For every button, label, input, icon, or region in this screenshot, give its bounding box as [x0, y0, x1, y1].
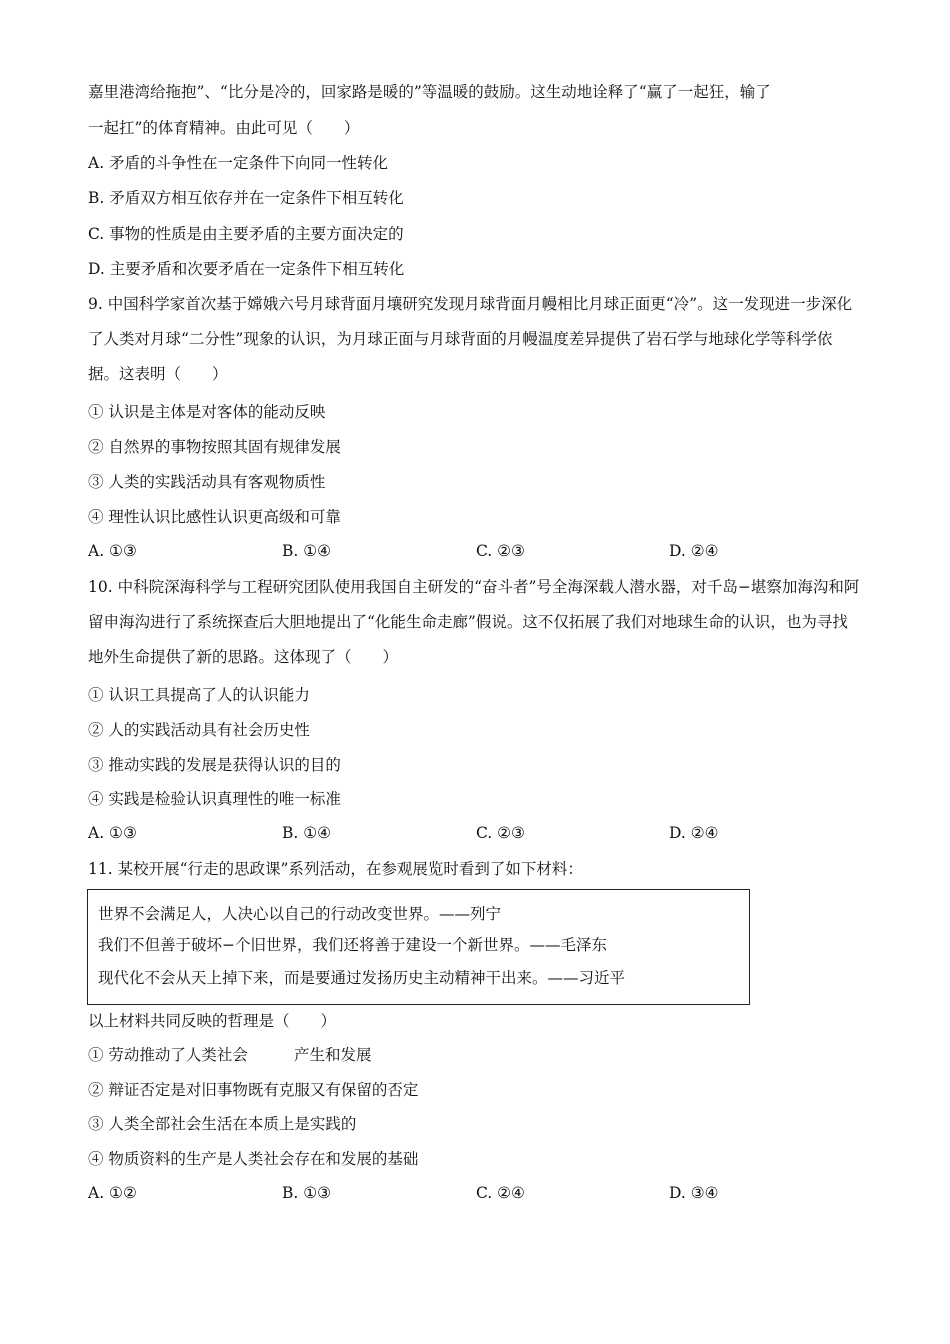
q11-choice-d: D. ③④ — [669, 1184, 719, 1202]
q11-statement-3: ③ 人类全部社会生活在本质上是实践的 — [88, 1115, 357, 1133]
q8-stem-line-2: 一起扛”的体育精神。由此可见（ ） — [88, 119, 360, 137]
q9-statement-1: ① 认识是主体是对客体的能动反映 — [88, 403, 326, 421]
q11-statement-1-part-b: 产生和发展 — [293, 1046, 372, 1064]
q8-option-b: B. 矛盾双方相互依存并在一定条件下相互转化 — [88, 189, 404, 207]
q11-quote-lenin: 世界不会满足人，人决心以自己的行动改变世界。——列宁 — [98, 905, 502, 923]
q10-stem: 10. 中科院深海科学与工程研究团队使用我国自主研发的“奋斗者”号全海深载人潜水器，对千岛−堪察加海沟和阿留申海沟进行了系统探查后大胆地提出了“化能生命走廊”假说。这不仅拓展了我们对地球生命的认识，也为寻找地外生命提供了新的思路。这体现了（ ） — [88, 578, 860, 666]
q11-choice-a: A. ①② — [88, 1184, 137, 1202]
q8-option-a: A. 矛盾的斗争性在一定条件下向同一性转化 — [88, 154, 389, 172]
q11-statement-1 — [88, 1045, 371, 1065]
q11-stem: 11. 某校开展“行走的思政课”系列活动，在参观展览时看到了如下材料： — [88, 860, 583, 878]
q11-question: 以上材料共同反映的哲理是（ ） — [88, 1012, 337, 1030]
q9-choice-c: C. ②③ — [476, 542, 525, 560]
q9-choice-a: A. ①③ — [88, 542, 137, 560]
q11-statement-2: ② 辩证否定是对旧事物既有克服又有保留的否定 — [88, 1081, 419, 1099]
q11-quote-xi: 现代化不会从天上掉下来，而是要通过发扬历史主动精神干出来。——习近平 — [98, 969, 626, 987]
q10-choice-a: A. ①③ — [88, 824, 137, 842]
q9-statement-4: ④ 理性认识比感性认识更高级和可靠 — [88, 508, 341, 526]
q11-statement-4: ④ 物质资料的生产是人类社会存在和发展的基础 — [88, 1150, 419, 1168]
q10-choice-c: C. ②③ — [476, 824, 525, 842]
q9-statement-2: ② 自然界的事物按照其固有规律发展 — [88, 438, 341, 456]
q11-quote-mao: 我们不但善于破坏−个旧世界，我们还将善于建设一个新世界。——毛泽东 — [98, 936, 607, 954]
q9-statement-3: ③ 人类的实践活动具有客观物质性 — [88, 473, 326, 491]
q10-statement-1: ① 认识工具提高了人的认识能力 — [88, 686, 310, 704]
q10-choice-b: B. ①④ — [282, 824, 332, 842]
q11-choice-c: C. ②④ — [476, 1184, 525, 1202]
q10-statement-3: ③ 推动实践的发展是获得认识的目的 — [88, 756, 341, 774]
q8-stem-line-1: 嘉里港湾给拖抱”、“比分是冷的，回家路是暖的”等温暖的鼓励。这生动地诠释了“赢了一起狂，输了 — [88, 83, 771, 101]
q11-material-box — [87, 889, 750, 1005]
q9-choice-b: B. ①④ — [282, 542, 332, 560]
q10-statement-2: ② 人的实践活动具有社会历史性 — [88, 721, 310, 739]
q11-statement-1-part-a: ① 劳动推动了人类社会 — [88, 1046, 248, 1064]
q8-option-c: C. 事物的性质是由主要矛盾的主要方面决定的 — [88, 225, 404, 243]
q9-choice-d: D. ②④ — [669, 542, 719, 560]
q11-choice-b: B. ①③ — [282, 1184, 332, 1202]
q9-stem: 9. 中国科学家首次基于嫦娥六号月球背面月壤研究发现月球背面月幔相比月球正面更“冷”。这一发现进一步深化了人类对月球“二分性”现象的认识，为月球正面与月球背面的月幔温度差异提供了岩石学与地球化学等科学依据。这表明（ ） — [88, 295, 853, 383]
q8-option-d: D. 主要矛盾和次要矛盾在一定条件下相互转化 — [88, 260, 405, 278]
q10-statement-4: ④ 实践是检验认识真理性的唯一标准 — [88, 790, 341, 808]
q10-choice-d: D. ②④ — [669, 824, 719, 842]
